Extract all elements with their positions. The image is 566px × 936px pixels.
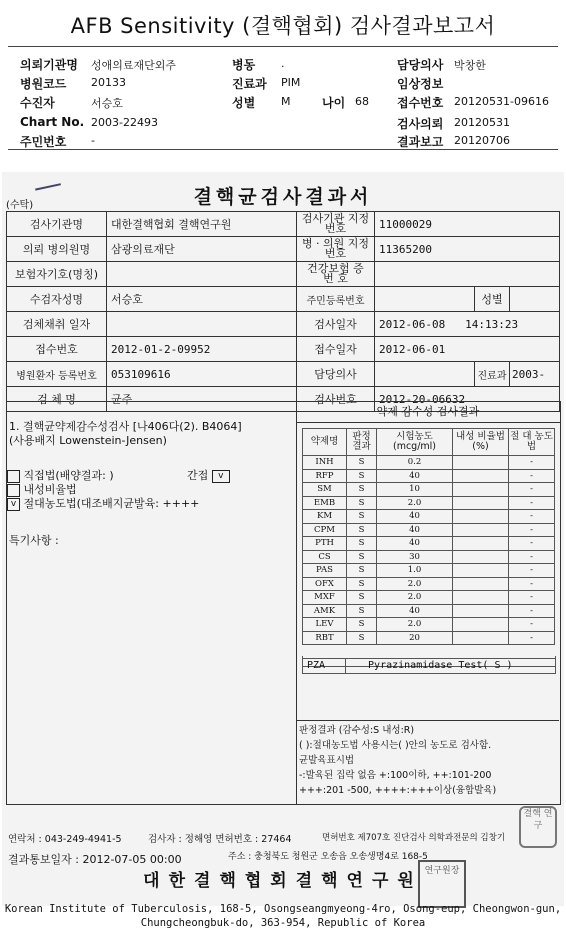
drug-cell: SM	[303, 483, 347, 497]
request-date-label: 검사의뢰	[397, 117, 444, 131]
requesting-org-label: 의뢰기관명	[20, 58, 78, 72]
info-table	[6, 211, 560, 412]
drug-row	[303, 510, 555, 524]
drug-cell: 30	[377, 550, 453, 564]
drug-cell	[453, 469, 509, 483]
ward-value: .	[281, 57, 285, 70]
table-row	[7, 337, 560, 362]
drug-cell: RFP	[303, 469, 347, 483]
english-address-line-1: Korean Institute of Tuberculosis, 168-5, Osongseangmyeong-4ro, Osong-eup, Cheongwon-gun,	[4, 903, 562, 915]
drug-cell: S	[347, 631, 377, 645]
drug-cell: LEV	[303, 618, 347, 632]
header-top-rule	[8, 46, 558, 47]
test-date-label: 검사일자	[297, 312, 375, 337]
drug-cell: -	[509, 523, 555, 537]
report-date-value: 20120706	[454, 134, 510, 147]
patient-reg-value: 053109616	[107, 362, 297, 387]
collection-date-value	[107, 312, 297, 337]
drug-cell: 40	[377, 510, 453, 524]
form-dept-value: 2003-	[510, 362, 560, 387]
drug-cell	[453, 591, 509, 605]
form-title: 결핵균검사결과서	[193, 186, 373, 208]
drug-row	[303, 564, 555, 578]
receipt-no-label: 접수번호	[397, 96, 444, 110]
chart-no-label: Chart No.	[20, 115, 85, 129]
drug-cell: 40	[377, 523, 453, 537]
clinic-name-value: 삼광의료재단	[107, 237, 297, 262]
drug-cell: 40	[377, 537, 453, 551]
requesting-org-value: 성애의료재단외주	[91, 59, 177, 72]
drug-cell: OFX	[303, 577, 347, 591]
age-value: 68	[355, 95, 369, 108]
form-doctor-label: 담당의사	[297, 362, 375, 387]
drug-cell: S	[347, 469, 377, 483]
drug-cell: S	[347, 456, 377, 470]
table-row	[7, 212, 560, 237]
chart-no-value: 2003-22493	[91, 116, 158, 129]
drug-cell: 2.0	[377, 618, 453, 632]
drug-cell: PTH	[303, 537, 347, 551]
lab-name-value: 대한결핵협회 결핵연구원	[107, 212, 297, 237]
lab-code-value: 11000029	[375, 212, 560, 237]
drug-cell: -	[509, 469, 555, 483]
drug-cell	[453, 604, 509, 618]
clinic-code-value: 11365200	[375, 237, 560, 262]
proportion-label: 내성비율법	[23, 483, 77, 496]
official-seal: 연구원장	[418, 860, 466, 908]
direct-label: 직접법(배양결과: )	[23, 469, 114, 482]
drug-cell: S	[347, 537, 377, 551]
drug-cell: CS	[303, 550, 347, 564]
drug-cell: -	[509, 496, 555, 510]
drug-cell: S	[347, 604, 377, 618]
drug-table	[302, 428, 555, 645]
drug-row	[303, 456, 555, 470]
sex-value: M	[281, 95, 291, 108]
drug-cell: 10	[377, 483, 453, 497]
absolute-checkbox[interactable]: v	[7, 498, 20, 511]
special-notes-label: 특기사항 :	[9, 534, 59, 547]
drug-cell: S	[347, 564, 377, 578]
drug-cell: -	[509, 456, 555, 470]
ward-label: 병동	[232, 58, 256, 72]
drug-cell	[453, 618, 509, 632]
drug-header-cell: 내성 비율법(%)	[453, 429, 509, 456]
form-sex-label: 성별	[475, 287, 510, 312]
lab-address: 주소 : 충청북도 청원군 오송읍 오송생명4로 168-5	[228, 852, 428, 862]
legend-line: 균발육표시법	[299, 755, 355, 766]
hospital-code-label: 병원코드	[20, 77, 67, 91]
drug-cell: -	[509, 483, 555, 497]
indirect-checkbox[interactable]: v	[212, 470, 230, 483]
drug-row	[303, 631, 555, 645]
drug-cell	[453, 510, 509, 524]
form-receipt-no-value: 2012-01-2-09952	[107, 337, 297, 362]
drug-row	[303, 591, 555, 605]
drug-cell: S	[347, 618, 377, 632]
drug-cell: 1.0	[377, 564, 453, 578]
sex-label: 성별	[232, 96, 256, 110]
institute-name: 대한결핵협회결핵연구원	[143, 871, 423, 891]
clinic-code-label: 병 · 의원 지정번호	[297, 237, 375, 262]
examinee-value: 서승호	[107, 287, 297, 312]
director-license: 면허번호 제707호 진단검사 의학과전문의 김창기	[322, 833, 506, 843]
drug-cell: -	[509, 604, 555, 618]
drug-cell	[453, 496, 509, 510]
drug-row	[303, 618, 555, 632]
drug-cell: S	[347, 483, 377, 497]
hospital-code-value: 20133	[91, 76, 126, 89]
contact-phone: 연락처 : 043-249-4941-5	[8, 834, 122, 845]
lab-code-label: 검사기관 지정번호	[297, 212, 375, 237]
method-indirect	[187, 467, 230, 483]
english-address-line-2: Chungcheongbuk-do, 363-954, Republic of Korea	[140, 917, 426, 929]
table-row	[7, 262, 560, 287]
drug-cell: 40	[377, 469, 453, 483]
receipt-no-value: 20120531-09616	[454, 95, 549, 108]
legend-box	[296, 720, 559, 805]
drug-cell	[453, 550, 509, 564]
method-absolute	[7, 495, 199, 511]
drug-cell	[453, 483, 509, 497]
test-no-label: 검사번호	[297, 387, 375, 412]
insurer-value	[107, 262, 297, 287]
legend-line: ( ):절대농도법 사용시는( )안의 농도로 검사함.	[299, 740, 492, 751]
drug-row	[303, 537, 555, 551]
drug-cell: EMB	[303, 496, 347, 510]
table-row	[7, 362, 560, 387]
test-method-panel	[7, 402, 297, 804]
collection-date-label: 검체채취 일자	[7, 312, 107, 337]
resident-no-label: 주민번호	[20, 135, 67, 149]
drug-cell: 40	[377, 604, 453, 618]
drug-row	[303, 523, 555, 537]
doctor-label: 담당의사	[397, 58, 444, 72]
drug-cell: -	[509, 618, 555, 632]
clinic-name-label: 의뢰 병의원명	[7, 237, 107, 262]
drug-header-cell: 약제명	[303, 429, 347, 456]
drug-cell: -	[509, 591, 555, 605]
drug-cell	[453, 523, 509, 537]
drug-cell	[453, 577, 509, 591]
resident-no-value: -	[91, 134, 95, 147]
drug-row	[303, 550, 555, 564]
pza-label: PZA	[303, 659, 346, 673]
department-label: 진료과	[232, 77, 267, 91]
table-row	[7, 287, 560, 312]
drug-cell: S	[347, 510, 377, 524]
legend-line: 판정결과 (감수성:S 내성:R)	[299, 725, 415, 736]
request-date-value: 20120531	[454, 116, 510, 129]
drug-cell: -	[509, 631, 555, 645]
age-label: 나이	[322, 96, 346, 110]
drug-cell: AMK	[303, 604, 347, 618]
drug-cell: -	[509, 550, 555, 564]
drug-row	[303, 496, 555, 510]
report-title: AFB Sensitivity (결핵협회) 검사결과보고서	[70, 14, 496, 38]
drug-cell: KM	[303, 510, 347, 524]
results-title: 약제 감수성 검사결과	[296, 402, 560, 423]
table-row	[7, 312, 560, 337]
drug-table-header	[303, 429, 555, 456]
patient-value: 서승호	[91, 97, 123, 110]
test-date-value: 2012-06-08 14:13:23	[375, 312, 560, 337]
drug-cell: CPM	[303, 523, 347, 537]
lab-name-label: 검사기관명	[7, 212, 107, 237]
receipt-date-value: 2012-06-01	[375, 337, 560, 362]
absolute-label: 절대농도법(대조배지균발육: ++++	[23, 497, 200, 510]
form-doctor-value	[375, 362, 475, 387]
insurer-label: 보험자기호(명칭)	[7, 262, 107, 287]
drug-cell: 2.0	[377, 577, 453, 591]
form-tag: (수탁)	[6, 200, 34, 211]
drug-cell: S	[347, 523, 377, 537]
specimen-value: 균주	[107, 387, 297, 412]
department-value: PIM	[281, 76, 301, 89]
specimen-label: 검 체 명	[7, 387, 107, 412]
indirect-label: 간접	[187, 469, 209, 482]
notification-date: 결과통보일자 : 2012-07-05 00:00	[8, 853, 182, 866]
drug-cell: -	[509, 577, 555, 591]
drug-row	[303, 483, 555, 497]
table-row	[7, 237, 560, 262]
form-dept-label: 진료과	[475, 362, 510, 387]
legend-line: -:발육된 집락 없음 +:100이하, ++:101-200	[299, 770, 492, 781]
drug-cell: RBT	[303, 631, 347, 645]
clinical-info-label: 임상정보	[397, 77, 444, 91]
drug-cell: MXF	[303, 591, 347, 605]
drug-cell: -	[509, 564, 555, 578]
drug-header-cell: 절 대 농도법	[509, 429, 555, 456]
drug-cell: 20	[377, 631, 453, 645]
drug-cell: S	[347, 550, 377, 564]
small-stamp: 결핵 연구	[519, 806, 557, 848]
drug-cell: PAS	[303, 564, 347, 578]
rrn-value	[375, 287, 475, 312]
insurance-no-value	[375, 262, 560, 287]
drug-cell: 0.2	[377, 456, 453, 470]
drug-cell: -	[509, 537, 555, 551]
drug-header-cell: 시험농도 (mcg/ml)	[377, 429, 453, 456]
legend	[296, 721, 559, 798]
patient-label: 수진자	[20, 96, 55, 110]
legend-line: +++:201 -500, ++++:+++이상(융합발육)	[299, 785, 497, 796]
examinee-label: 수검자성명	[7, 287, 107, 312]
drug-cell	[453, 631, 509, 645]
drug-cell: S	[347, 577, 377, 591]
form-sex-value	[510, 287, 560, 312]
drug-cell: -	[509, 510, 555, 524]
drug-cell	[453, 456, 509, 470]
drug-header-cell: 판정 결과	[347, 429, 377, 456]
doctor-value: 박창한	[454, 59, 486, 72]
medium-note: (사용배지 Lowenstein-Jensen)	[9, 434, 167, 447]
test-no-value: 2012-20-06632	[375, 387, 560, 412]
drug-row	[303, 604, 555, 618]
examiner: 검사자 : 정해영 면허번호 : 27464	[148, 834, 292, 845]
form-receipt-no-label: 접수번호	[7, 337, 107, 362]
header-bottom-rule	[8, 149, 558, 150]
pza-row	[302, 658, 556, 674]
drug-cell: S	[347, 496, 377, 510]
rrn-label: 주민등록번호	[297, 287, 375, 312]
drug-cell: 2.0	[377, 496, 453, 510]
drug-cell	[453, 564, 509, 578]
pza-value: Pyrazinamidase Test( S )	[368, 660, 513, 671]
insurance-no-label: 건강보험 증 번 호	[297, 262, 375, 287]
patient-reg-label: 병원환자 등록번호	[7, 362, 107, 387]
drug-cell: 2.0	[377, 591, 453, 605]
drug-row	[303, 577, 555, 591]
english-address	[0, 902, 566, 930]
report-date-label: 결과보고	[397, 135, 444, 149]
drug-cell: S	[347, 591, 377, 605]
drug-row	[303, 469, 555, 483]
test-name: 1. 결핵균약제감수성검사 [나406다(2). B4064]	[9, 420, 242, 433]
receipt-date-label: 접수일자	[297, 337, 375, 362]
drug-cell	[453, 537, 509, 551]
drug-cell: INH	[303, 456, 347, 470]
